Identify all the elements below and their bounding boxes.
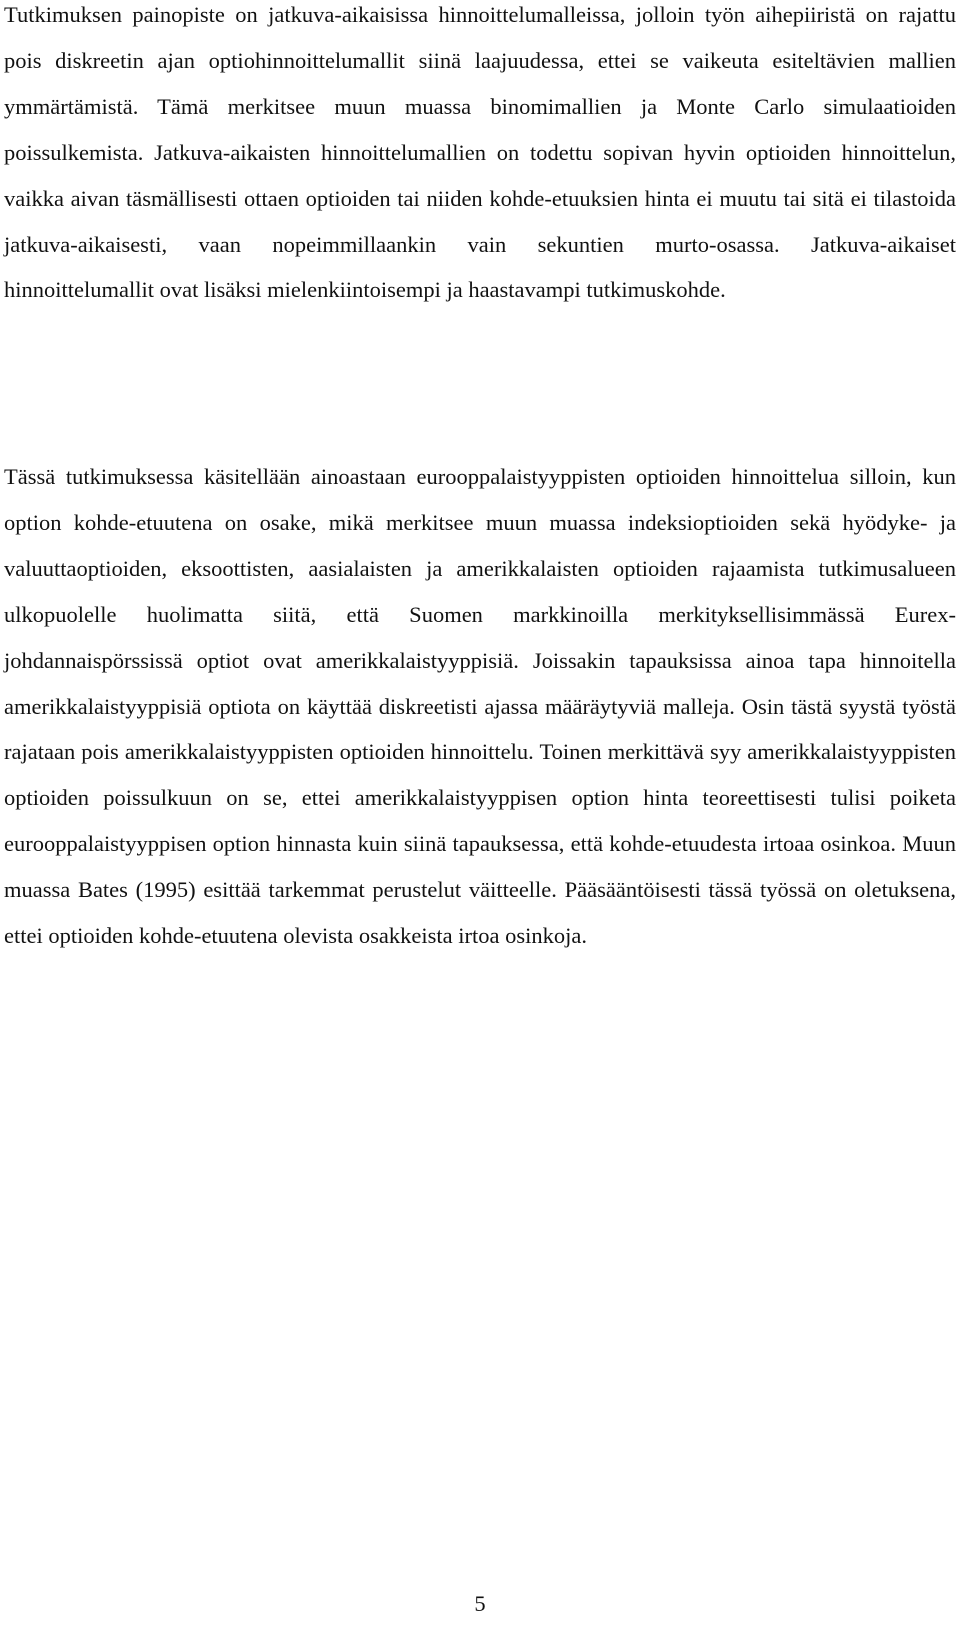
page-number: 5 bbox=[474, 1591, 486, 1616]
paragraph-scope-european-options: Tässä tutkimuksessa käsitellään ainoastaan eurooppalaistyyppisten optioiden hinnoittelua silloin, kun option kohde-etuutena on osake, mikä merkitsee muun muassa indeksioptioiden sekä hyödyke- ja valuuttaoptioiden, eksoottisten, aasialaisten ja amerikkalaisten optioiden rajaamista tutkimusalueen ulkopuolelle huolimatta siitä, että Suomen markkinoilla merkityksellisimmässä Eurex-johdannaispörssissä optiot ovat amerikkalaistyyppisiä. Joissakin tapauksissa ainoa tapa hinnoitella amerikkalaistyyppisiä optiota on käyttää diskreetisti ajassa määräytyviä malleja. Osin tästä syystä työstä rajataan pois amerikkalaistyyppisten optioiden hinnoittelu. Toinen merkittävä syy amerikkalaistyyppisten optioiden poissulkuun on se, ettei amerikkalaistyyppisen option hinta teoreettisesti tulisi poiketa eurooppalaistyyppisen option hinnasta kuin siinä tapauksessa, että kohde-etuudesta irtoaa osinkoa. Muun muassa Bates (1995) esittää tarkemmat perustelut väitteelle. Pääsääntöisesti tässä työssä on oletuksena, ettei optioiden kohde-etuutena olevista osakkeista irtoa osinkoja. bbox=[4, 464, 956, 949]
paragraph-research-focus: Tutkimuksen painopiste on jatkuva-aikaisissa hinnoittelumalleissa, jolloin työn aihepiiristä on rajattu pois diskreetin ajan optiohinnoittelumallit siinä laajuudessa, ettei se vaikeuta esiteltävien mallien ymmärtämistä. Tämä merkitsee muun muassa binomimallien ja Monte Carlo simulaatioiden poissulkemista. Jatkuva-aikaisten hinnoittelumallien on todettu sopivan hyvin optioiden hinnoittelun, vaikka aivan täsmällisesti ottaen optioiden tai niiden kohde-etuuksien hinta ei muutu tai sitä ei tilastoida jatkuva-aikaisesti, vaan nopeimmillaankin vain sekuntien murto-osassa. Jatkuva-aikaiset hinnoittelumallit ovat lisäksi mielenkiintoisempi ja haastavampi tutkimuskohde. bbox=[4, 2, 956, 303]
